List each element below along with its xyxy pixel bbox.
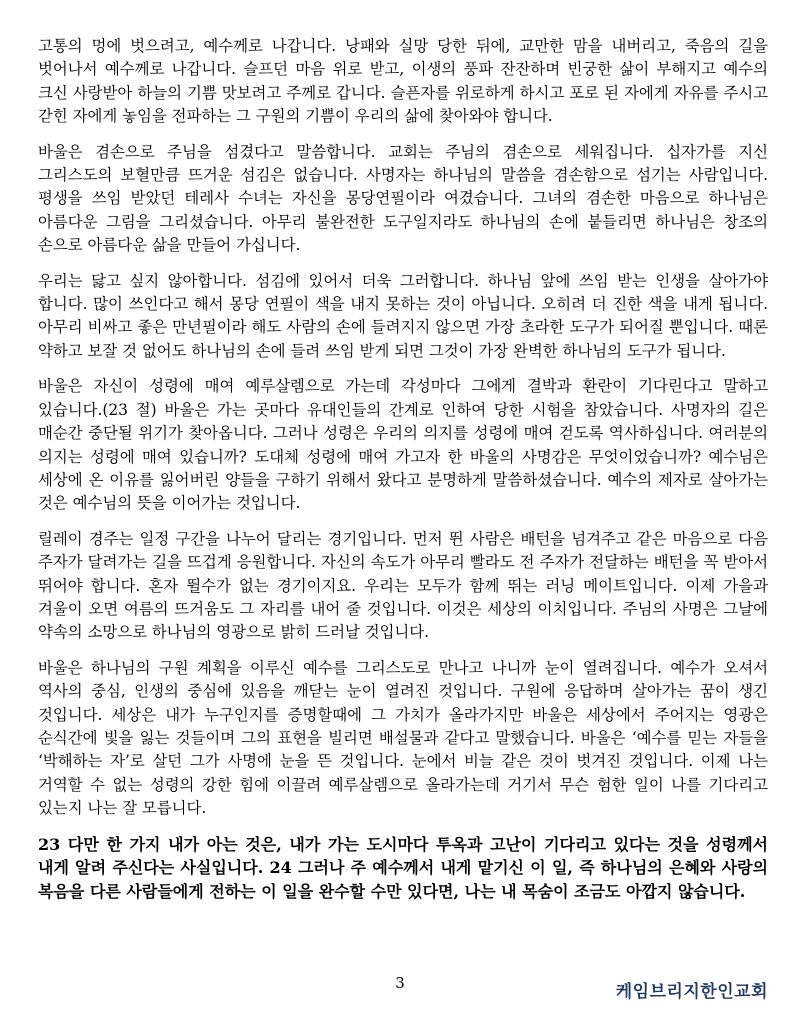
page-footer <box>0 968 800 1024</box>
church-name: 케임브리지한인교회 <box>615 982 768 1002</box>
paragraph-6: 바울은 하나님의 구원 계획을 이루신 예수를 그리스도로 만나고 나니까 눈이 열려집니다. 예수가 오셔서 역사의 중심, 인생의 중심에 있음을 깨닫는 눈이 열려진 것입니다. 구원에 응답하며 살아가는 꿈이 생긴 것입니다. 세상은 내가 누구인지를 증명할때에 그 가치가 올라가지만 바울은 세상에서 주어지는 영광은 순식간에 빛을 잃는 것들이며 그의 표현을 빌리면 배설물과 같다고 말했습니다. 바울은 ‘예수를 믿는 자들을 ‘박해하는 자’로 살던 그가 사명에 눈을 뜬 것입니다. 눈에서 비늘 같은 것이 벗겨진 것입니다. 이제 나는 거역할 수 없는 성령의 강한 힘에 이끌려 예루살렘으로 올라가는데 거기서 무슨 험한 일이 나를 기다리고 있는지 나는 잘 모릅니다. <box>38 658 768 818</box>
sermon-body <box>38 35 768 903</box>
paragraph-5: 릴레이 경주는 일정 구간을 나누어 달리는 경기입니다. 먼저 뛴 사람은 배턴을 넘겨주고 같은 마음으로 다음 주자가 달려가는 길을 뜨겁게 응원합니다. 자신의 속도가 아무리 빨라도 전 주자가 전달하는 배턴을 꼭 받아서 뛰어야 합니다. 혼자 뛸수가 없는 경기이지요. 우리는 모두가 함께 뛰는 러닝 메이트입니다. 이제 가을과 겨울이 오면 여름의 뜨거움도 그 자리를 내어 줄 것입니다. 이것은 세상의 이치입니다. 주님의 사명은 그날에 약속의 소망으로 하나님의 영광으로 밝히 드러날 것입니다. <box>38 529 768 642</box>
paragraph-3: 우리는 닳고 싶지 않아합니다. 섬김에 있어서 더욱 그러합니다. 하나님 앞에 쓰임 받는 인생을 살아가야 합니다. 많이 쓰인다고 해서 몽당 연필이 색을 내지 못하는 것이 아닙니다. 오히려 더 진한 색을 내게 됩니다. 아무리 비싸고 좋은 만년필이라 해도 사람의 손에 들려지지 않으면 가장 초라한 도구가 되어질 뿐입니다. 때론 약하고 보잘 것 없어도 하나님의 손에 들려 쓰임 받게 되면 그것이 가장 완벽한 하나님의 도구가 됩니다. <box>38 271 768 360</box>
paragraph-1: 고통의 멍에 벗으려고, 예수께로 나갑니다. 낭패와 실망 당한 뒤에, 교만한 맘을 내버리고, 죽음의 길을 벗어나서 예수께로 나갑니다. 슬프던 마음 위로 받고, 이생의 풍파 잔잔하며 빈궁한 삶이 부해지고 예수의 크신 사랑받아 하늘의 기쁨 맛보려고 주께로 갑니다. 슬픈자를 위로하게 하시고 포로 된 자에게 자유를 주시고 갇힌 자에게 놓임을 전파하는 그 구원의 기쁨이 우리의 삶에 찾아와야 합니다. <box>38 37 768 126</box>
paragraph-2: 바울은 겸손으로 주님을 섬겼다고 말씀합니다. 교회는 주님의 겸손으로 세워집니다. 십자가를 지신 그리스도의 보혈만큼 뜨거운 섬김은 없습니다. 사명자는 하나님의 말씀을 겸손함으로 섬기는 사람입니다. 평생을 쓰임 받았던 테레사 수녀는 자신을 몽당연필이라 여겼습니다. 그녀의 겸손한 마음으로 하나님은 아름다운 그림을 그리셨습니다. 아무리 불완전한 도구일지라도 하나님의 손에 붙들리면 하나님은 창조의 손으로 아름다운 삶을 만들어 가십니다. <box>38 142 768 255</box>
paragraph-4: 바울은 자신이 성령에 매여 예루살렘으로 가는데 각성마다 그에게 결박과 환란이 기다린다고 말하고 있습니다.(23 절) 바울은 가는 곳마다 유대인들의 간계로 인하여 당한 시험을 참았습니다. 사명자의 길은 매순간 중단될 위기가 찾아옵니다. 그러나 성령은 우리의 의지를 성령에 매여 걷도록 역사하십니다. 여러분의 의지는 성령에 매여 있습니까? 도대체 성령에 매여 가고자 한 바울의 사명감은 무엇이었습니까? 예수님은 세상에 온 이유를 잃어버린 양들을 구하기 위해서 왔다고 분명하게 말씀하셨습니다. 예수의 제자로 살아가는 것은 예수님의 뜻을 이어가는 것입니다. <box>38 377 768 513</box>
scripture-quote: 23 다만 한 가지 내가 아는 것은, 내가 가는 도시마다 투옥과 고난이 기다리고 있다는 것을 성령께서 내게 알려 주신다는 사실입니다. 24 그러나 주 예수께서 내게 맡기신 이 일, 즉 하나님의 은혜와 사랑의 복음을 다른 사람들에게 전하는 이 일을 완수할 수만 있다면, 나는 내 목숨이 조금도 아깝지 않습니다. <box>38 834 768 901</box>
page-number: 3 <box>395 974 405 992</box>
